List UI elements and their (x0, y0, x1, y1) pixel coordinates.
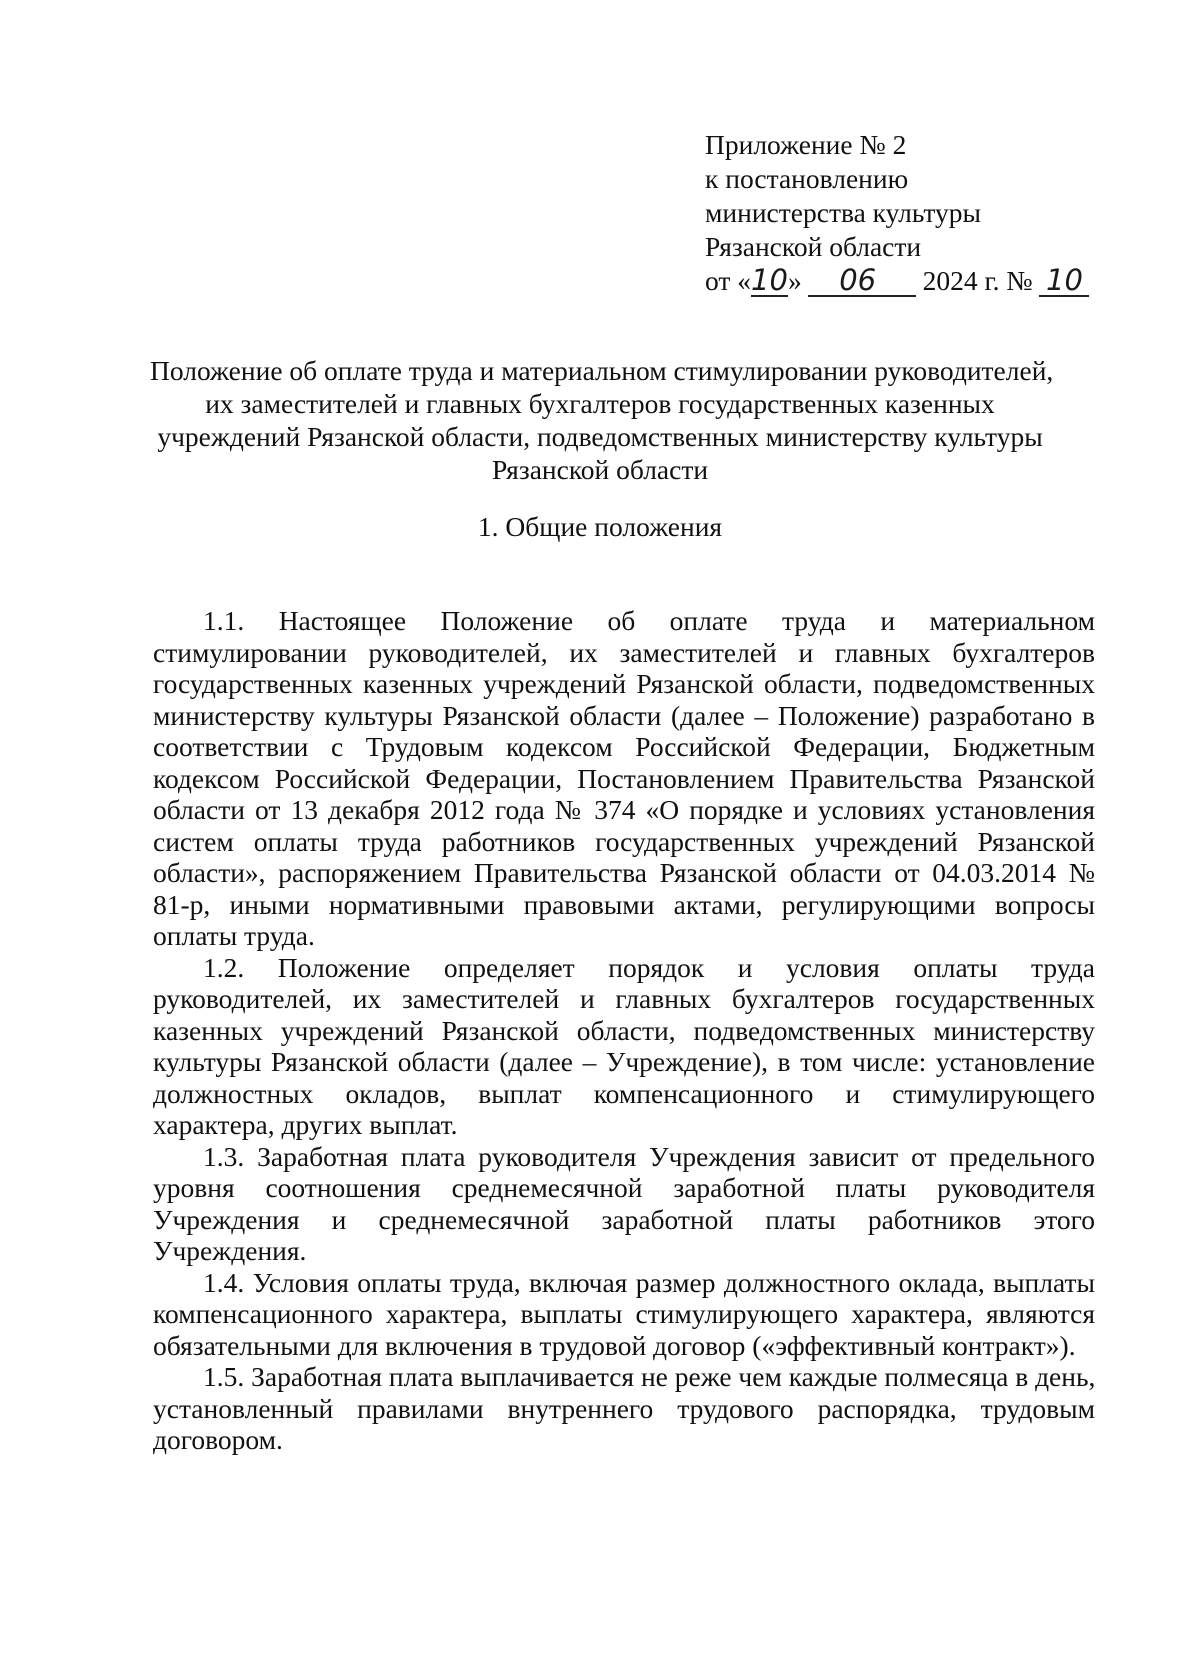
paragraph-line: договором. (153, 1424, 283, 1455)
paragraph-line: кодексом Российской Федерации, Постановлением Правительства Рязанской (153, 762, 1095, 794)
handwritten-month: 06 (808, 265, 916, 297)
document-body (153, 605, 1095, 1456)
paragraph-line: характера, других выплат. (153, 1109, 458, 1140)
paragraph-line: компенсационного характера, выплаты стимулирующего характера, являются (153, 1298, 1095, 1329)
handwritten-number: 10 (1039, 265, 1089, 297)
paragraph-line: оплаты труда. (153, 920, 315, 951)
title-line-4: Рязанской области (491, 454, 709, 485)
paragraph-line: обязательными для включения в трудовой договор («эффективный контракт»). (153, 1329, 1076, 1361)
paragraph-line: государственных казенных учреждений Рязанской области, подведомственных (153, 668, 1095, 699)
paragraph-line: 1.4. Условия оплаты труда, включая размер должностного оклада, выплаты (203, 1266, 1095, 1298)
paragraph-line: соответствии с Трудовым кодексом Российской Федерации, Бюджетным (153, 731, 1095, 762)
paragraph-line: министерству культуры Рязанской области (далее – Положение) разработано в (153, 699, 1095, 731)
paragraph-4 (153, 1267, 1095, 1362)
document-title (150, 354, 1054, 486)
appendix-line-3: министерства культуры (705, 197, 982, 228)
paragraph-line: систем оплаты труда работников государственных учреждений Рязанской (153, 825, 1095, 857)
title-line-3: учреждений Рязанской области, подведомственных министерству культуры (157, 421, 1043, 452)
paragraph-3 (153, 1141, 1095, 1267)
paragraph-line: области», распоряжением Правительства Рязанской области от 04.03.2014 № (153, 857, 1095, 888)
date-mid: » (787, 265, 802, 296)
paragraph-line: 1.5. Заработная плата выплачивается не реже чем каждые полмесяца в день, (203, 1361, 1096, 1392)
date-year: 2024 г. № (922, 265, 1033, 296)
title-line-2: их заместителей и главных бухгалтеров государственных казенных (205, 388, 995, 419)
paragraph-line: области от 13 декабря 2012 года № 374 «О порядке и условиях установления (153, 794, 1095, 825)
paragraph-line: руководителей, их заместителей и главных бухгалтеров государственных (153, 983, 1095, 1014)
paragraph-1 (153, 605, 1095, 952)
paragraph-line: 81-р, иными нормативными правовыми актами, регулирующими вопросы (153, 888, 1095, 920)
appendix-line-4: Рязанской области (705, 231, 922, 262)
paragraph-line: 1.3. Заработная плата руководителя Учреждения зависит от предельного (203, 1140, 1095, 1172)
paragraph-line: установленный правилами внутреннего трудового распорядка, трудовым (153, 1392, 1095, 1424)
section-heading: 1. Общие положения (477, 511, 723, 542)
appendix-date-line (705, 264, 1165, 298)
handwritten-day: 10 (751, 263, 788, 297)
paragraph-line: должностных окладов, выплат компенсационного и стимулирующего (153, 1077, 1095, 1109)
paragraph-line: казенных учреждений Рязанской области, подведомственных министерству (153, 1014, 1095, 1046)
paragraph-line: культуры Рязанской области (далее – Учреждение), в том числе: установление (153, 1046, 1095, 1077)
date-prefix: от « (705, 265, 752, 296)
paragraph-line: 1.1. Настоящее Положение об оплате труда и материальном (203, 605, 1095, 636)
title-line-1: Положение об оплате труда и материальном стимулировании руководителей, (150, 355, 1054, 386)
appendix-line-1: Приложение № 2 (705, 129, 907, 160)
paragraph-5 (153, 1361, 1095, 1456)
appendix-block (705, 128, 1165, 298)
paragraph-line: Учреждения. (153, 1235, 307, 1266)
paragraph-line: Учреждения и среднемесячной заработной платы работников этого (153, 1203, 1095, 1235)
paragraph-line: стимулировании руководителей, их заместителей и главных бухгалтеров (153, 636, 1095, 668)
paragraph-line: уровня соотношения среднемесячной заработной платы руководителя (153, 1172, 1095, 1203)
paragraph-2 (153, 952, 1095, 1141)
paragraph-line: 1.2. Положение определяет порядок и условия оплаты труда (203, 951, 1095, 983)
appendix-line-2: к постановлению (705, 163, 909, 194)
